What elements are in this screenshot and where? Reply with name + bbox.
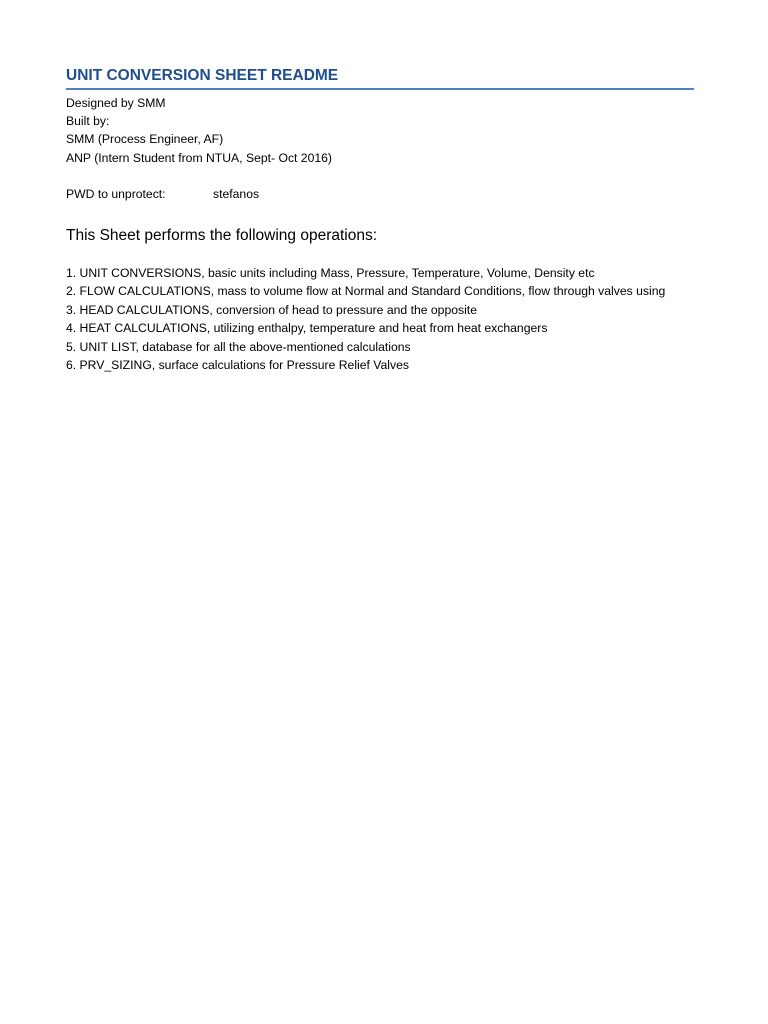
password-value: stefanos (213, 186, 260, 201)
operation-item-prv-sizing: 6. PRV_SIZING, surface calculations for Pressure Relief Valves (66, 358, 409, 373)
credits-block (66, 94, 694, 167)
operation-item-unit-list: 5. UNIT LIST, database for all the above-mentioned calculations (66, 339, 411, 354)
credit-designed-by: Designed by SMM (66, 96, 166, 110)
readme-content (66, 66, 694, 374)
page-title: UNIT CONVERSION SHEET README (66, 67, 339, 84)
operation-item-heat-calculations: 4. HEAT CALCULATIONS, utilizing enthalpy, temperature and heat from heat exchangers (66, 321, 548, 336)
title-underline (66, 88, 694, 90)
operation-item-flow-calculations: 2. FLOW CALCULATIONS, mass to volume flow at Normal and Standard Conditions, flow through valves using (66, 284, 666, 299)
credit-builder-smm: SMM (Process Engineer, AF) (66, 132, 224, 147)
password-label: PWD to unprotect: (66, 186, 166, 201)
password-row (66, 185, 694, 203)
operation-item-unit-conversions: 1. UNIT CONVERSIONS, basic units including Mass, Pressure, Temperature, Volume, Density etc (66, 266, 595, 281)
operations-list (66, 264, 694, 374)
credit-built-by: Built by: (66, 114, 110, 129)
operations-heading: This Sheet performs the following operations: (66, 227, 378, 245)
credit-builder-anp: ANP (Intern Student from NTUA, Sept- Oct 2016) (66, 150, 332, 165)
operation-item-head-calculations: 3. HEAD CALCULATIONS, conversion of head to pressure and the opposite (66, 302, 477, 317)
spacer (66, 167, 694, 185)
